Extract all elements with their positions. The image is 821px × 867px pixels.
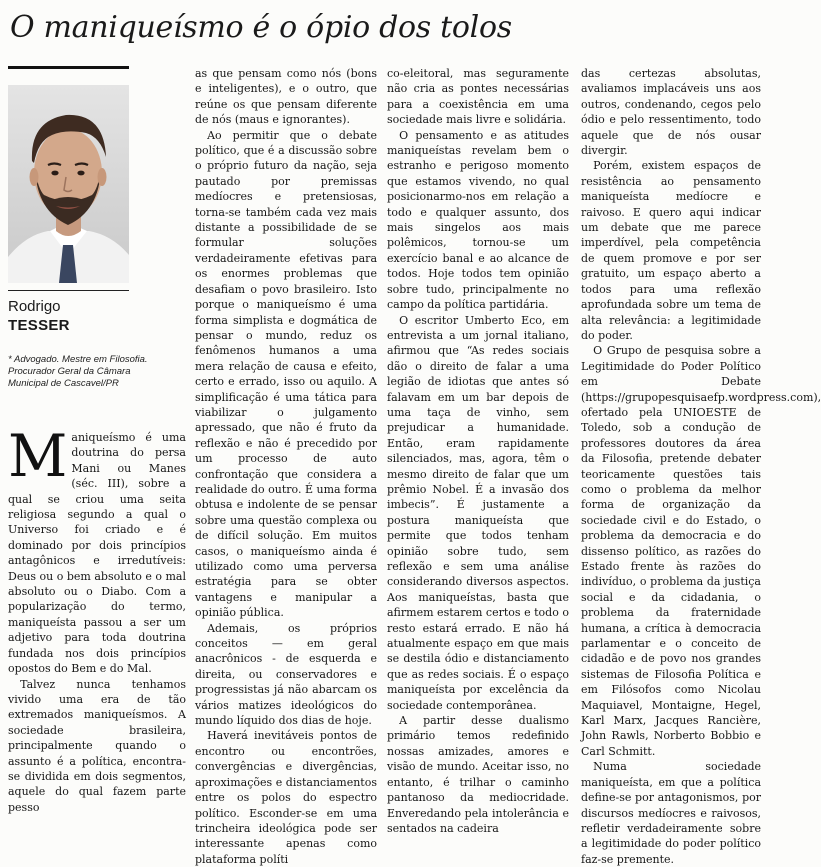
- headline: O maniqueísmo é o ópio dos tolos: [10, 10, 512, 45]
- article-column-3: [387, 66, 569, 835]
- author-note: * Advogado. Mestre em Filosofia. Procurador Geral da Câmara Municipal de Cascavel/PR: [8, 354, 148, 389]
- article-paragraph: O pensamento e as atitudes maniqueístas revelam bem o estranho e perigoso momento que estamos vivendo, no qual posicionarmo-nos em relação a todo e qualquer assunto, dos mais singelos aos mais polêmicos, tornou-se um exercício banal e ao alcance de todos. Hoje todos tem opinião sobre tudo, principalmente no campo da política partidária.: [387, 128, 569, 312]
- author-photo: [8, 85, 129, 283]
- article-paragraph: das certezas absolutas, avaliamos implacáveis uns aos outros, condenando, cegos pelo ódio e pelo ressentimento, todo aquele que de nós ousar divergir.: [581, 67, 761, 158]
- article-paragraph: O Grupo de pesquisa sobre a Legitimidade do Poder Político em Debate (https://grupopesquisaefp.wordpress.com), ofertado pela UNIOESTE de Toledo, sob a condução de professores doutores da área da Filosofia, pretende debater teoricamente questões tais como o problema da melhor forma de organização da sociedade civil e do Estado, o problema da democracia e do dissenso político, as razões do Estado frente às razões do indivíduo, o problema da justiça social e da cidadania, o problema da fraternidade humana, a crítica à democracia parlamentar e o conceito de cidadão e de povo nos grandes sistemas de Filosofia Política e em Filósofos como Nicolau Maquiavel, Montaigne, Hegel, Karl Marx, Jacques Rancière, John Rawls, Norberto Bobbio e Carl Schmitt.: [581, 344, 821, 758]
- article-paragraph: Ao permitir que o debate político, que é a discussão sobre o próprio futuro da nação, seja pautado por premissas medíocres e pretensiosas, torna-se também cada vez mais distante a possibilidade de se formular soluções verdadeiramente efetivas para os enormes problemas que desafiam o povo brasileiro. Isto porque o maniqueísmo é uma forma simplista e dogmática de pensar o mundo, reduz os fenômenos humanos a uma mera relação de causa e efeito, certo e errado, isso ou aquilo. A simplificação é uma tática para viabilizar o julgamento apressado, que não é fruto da reflexão e não é precedido por um processo de auto confrontação que considera a realidade do outro. É uma forma obtusa e indolente de se pensar sobre uma questão complexa ou de difícil solução. Em muitos casos, o maniqueísmo ainda é utilizado como uma perversa estratégia para se obter vantagens e manipular a opinião pública.: [195, 128, 378, 620]
- article-paragraph: [8, 422, 186, 677]
- article-paragraph-text: aniqueísmo é uma doutrina do persa Mani ou Manes (séc. III), sobre a qual se criou uma seita religiosa segundo a qual o Universo foi criado e é dominado por dois princípios antagônicos e irredutíveis: Deus ou o bem absoluto e o mal absoluto ou o Diabo. Com a popularização do termo, maniqueísta passou a ser um adjetivo para toda doutrina fundada nos dois princípios opostos do Bem e do Mal.: [8, 431, 186, 676]
- article-column-2: [195, 66, 378, 866]
- author-last-name: TESSER: [8, 317, 70, 334]
- article-paragraph: Ademais, os próprios conceitos — em geral anacrônicos - de esquerda e direita, ou conservadores e progressistas já não abarcam os vários matizes ideológicos do mundo líquido dos dias de hoje.: [195, 621, 377, 728]
- article-paragraph: Talvez nunca tenhamos vivido uma era de tão extremados maniqueísmos. A sociedade brasileira, principalmente quando o assunto é a política, encontra-se dividida em dois segmentos, aquele do qual fazem parte pesso: [8, 677, 186, 814]
- article-column-1: [8, 422, 186, 814]
- drop-cap: M: [8, 422, 68, 490]
- article-paragraph: as que pensam como nós (bons e inteligentes), e o outro, que reúne os que pensam diferente de nós (maus e ignorantes).: [195, 67, 377, 127]
- top-rule: [8, 66, 129, 69]
- article-paragraph: O escritor Umberto Eco, em entrevista a um jornal italiano, afirmou que “As redes sociais dão o direito de falar a uma legião de idiotas que antes só falavam em um bar depois de uma taça de vinho, sem prejudicar a humanidade. Então, eram rapidamente silenciados, mas, agora, têm o mesmo direito de falar que um prêmio Nobel. É a invasão dos imbecis”. É justamente a postura maniqueísta que permite que todos tenham opinião sobre tudo, sem reflexão e sem uma análise considerando diversos aspectos. Aos maniqueístas, basta que afirmem estarem certos e todo o resto estará errado. E não há atualmente espaço em que mais se destila ódio e distanciamento que as redes sociais. É o espaço maniqueísta por excelência da sociedade contemporânea.: [387, 313, 569, 712]
- article-paragraph: co-eleitoral, mas seguramente não cria as pontes necessárias para a coexistência em uma sociedade mais livre e solidária.: [387, 67, 569, 127]
- article-paragraph: A partir desse dualismo primário temos redefinido nossas amizades, amores e visão de mundo. Aceitar isso, no entanto, é trilhar o caminho pantanoso da mediocridade. Enveredando pela intolerância e sentados na cadeira: [387, 714, 569, 835]
- author-rule: [8, 290, 129, 291]
- author-first-name: Rodrigo: [8, 298, 61, 315]
- article-paragraph: Haverá inevitáveis pontos de encontro ou encontrões, convergências e divergências, aproximações e distanciamentos entre os polos do espectro político. Esconder-se em uma trincheira ideológica pode ser interessante apenas como plataforma políti: [195, 729, 377, 866]
- article-paragraph: Numa sociedade maniqueísta, em que a política define-se por antagonismos, por discursos medíocres e raivosos, refletir verdadeiramente sobre a legitimidade do poder político faz-se premente.: [581, 760, 761, 866]
- article-column-4: [581, 66, 821, 866]
- article-paragraph: Porém, existem espaços de resistência ao pensamento maniqueísta medíocre e raivoso. E quero aqui indicar um debate que me parece imperdível, pela competência de quem promove e por ser gratuito, um espaço aberto a todos para uma reflexão aprofundada sobre um tema de alta relevância: a legitimidade do poder.: [581, 159, 761, 342]
